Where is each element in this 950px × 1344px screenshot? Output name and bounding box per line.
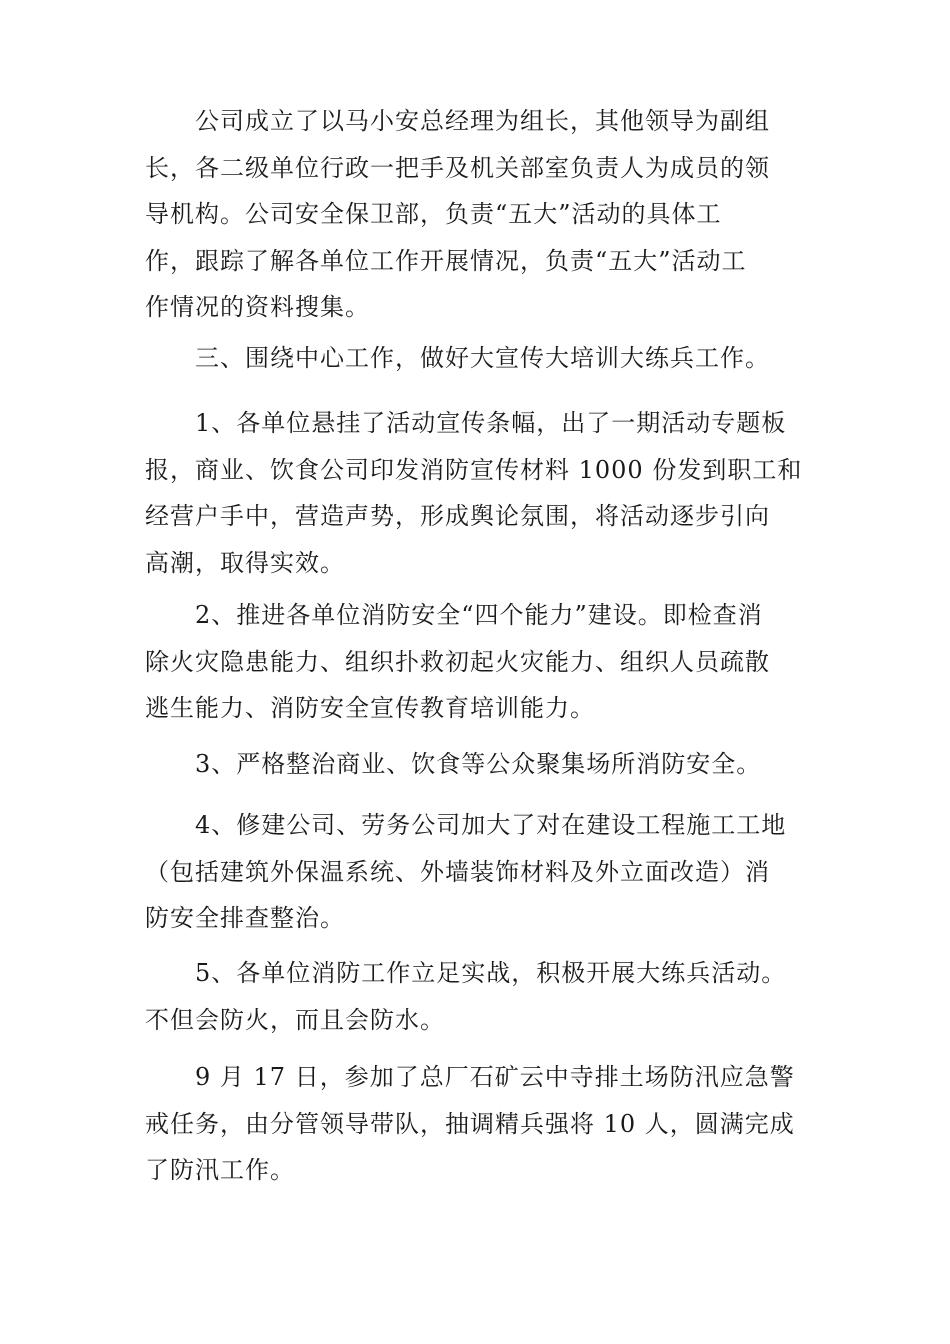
- paragraph-line: 戒任务，由分管领导带队，抽调精兵强将 10 人，圆满完成: [145, 1109, 795, 1138]
- paragraph-line: 1、各单位悬挂了活动宣传条幅，出了一期活动专题板: [195, 409, 787, 437]
- paragraph-1: [145, 98, 770, 331]
- paragraph-line: 2、推进各单位消防安全“四个能力”建设。即检查消: [195, 601, 763, 629]
- paragraph-line: 逃生能力、消防安全宣传教育培训能力。: [145, 694, 595, 722]
- paragraph-line: 除火灾隐患能力、组织扑救初起火灾能力、组织人员疏散: [145, 647, 770, 676]
- paragraph-line: 三、围绕中心工作，做好大宣传大培训大练兵工作。: [195, 344, 770, 372]
- paragraph-line: 经营户手中，营造声势，形成舆论氛围，将活动逐步引向: [145, 502, 770, 530]
- paragraph-line: 作，跟踪了解各单位工作开展情况，负责“五大”活动工: [145, 246, 747, 275]
- paragraph-line: 4、修建公司、劳务公司加大了对在建设工程施工工地: [195, 811, 787, 839]
- paragraph-line: 不但会防火，而且会防水。: [145, 1005, 445, 1034]
- paragraph-line: 了防汛工作。: [145, 1156, 295, 1184]
- paragraph-line: 报，商业、饮食公司印发消防宣传材料 1000 份发到职工和: [145, 455, 803, 484]
- paragraph-line: （包括建筑外保温系统、外墙装饰材料及外立面改造）消: [145, 857, 770, 886]
- paragraph-line: 3、严格整治商业、饮食等公众聚集场所消防安全。: [195, 750, 762, 778]
- paragraph-line: 公司成立了以马小安总经理为组长，其他领导为副组: [195, 107, 770, 135]
- paragraph-item-5: [145, 950, 786, 1043]
- paragraph-item-4: [145, 802, 786, 942]
- paragraph-line: 导机构。公司安全保卫部，负责“五大”活动的具体工: [145, 200, 722, 228]
- paragraph-item-1: [145, 400, 802, 586]
- paragraph-item-3: [145, 741, 761, 788]
- paragraph-date-event: [145, 1054, 795, 1194]
- paragraph-line: 长，各二级单位行政一把手及机关部室负责人为成员的领: [145, 153, 770, 182]
- paragraph-line: 高潮，取得实效。: [145, 548, 345, 577]
- paragraph-line: 作情况的资料搜集。: [145, 293, 370, 321]
- paragraph-line: 5、各单位消防工作立足实战，积极开展大练兵活动。: [195, 959, 787, 987]
- paragraph-line: 防安全排查整治。: [145, 904, 345, 932]
- section-heading: [145, 335, 770, 382]
- paragraph-item-2: [145, 592, 770, 732]
- paragraph-line: 9 月 17 日，参加了总厂石矿云中寺排土场防汛应急警: [195, 1063, 795, 1091]
